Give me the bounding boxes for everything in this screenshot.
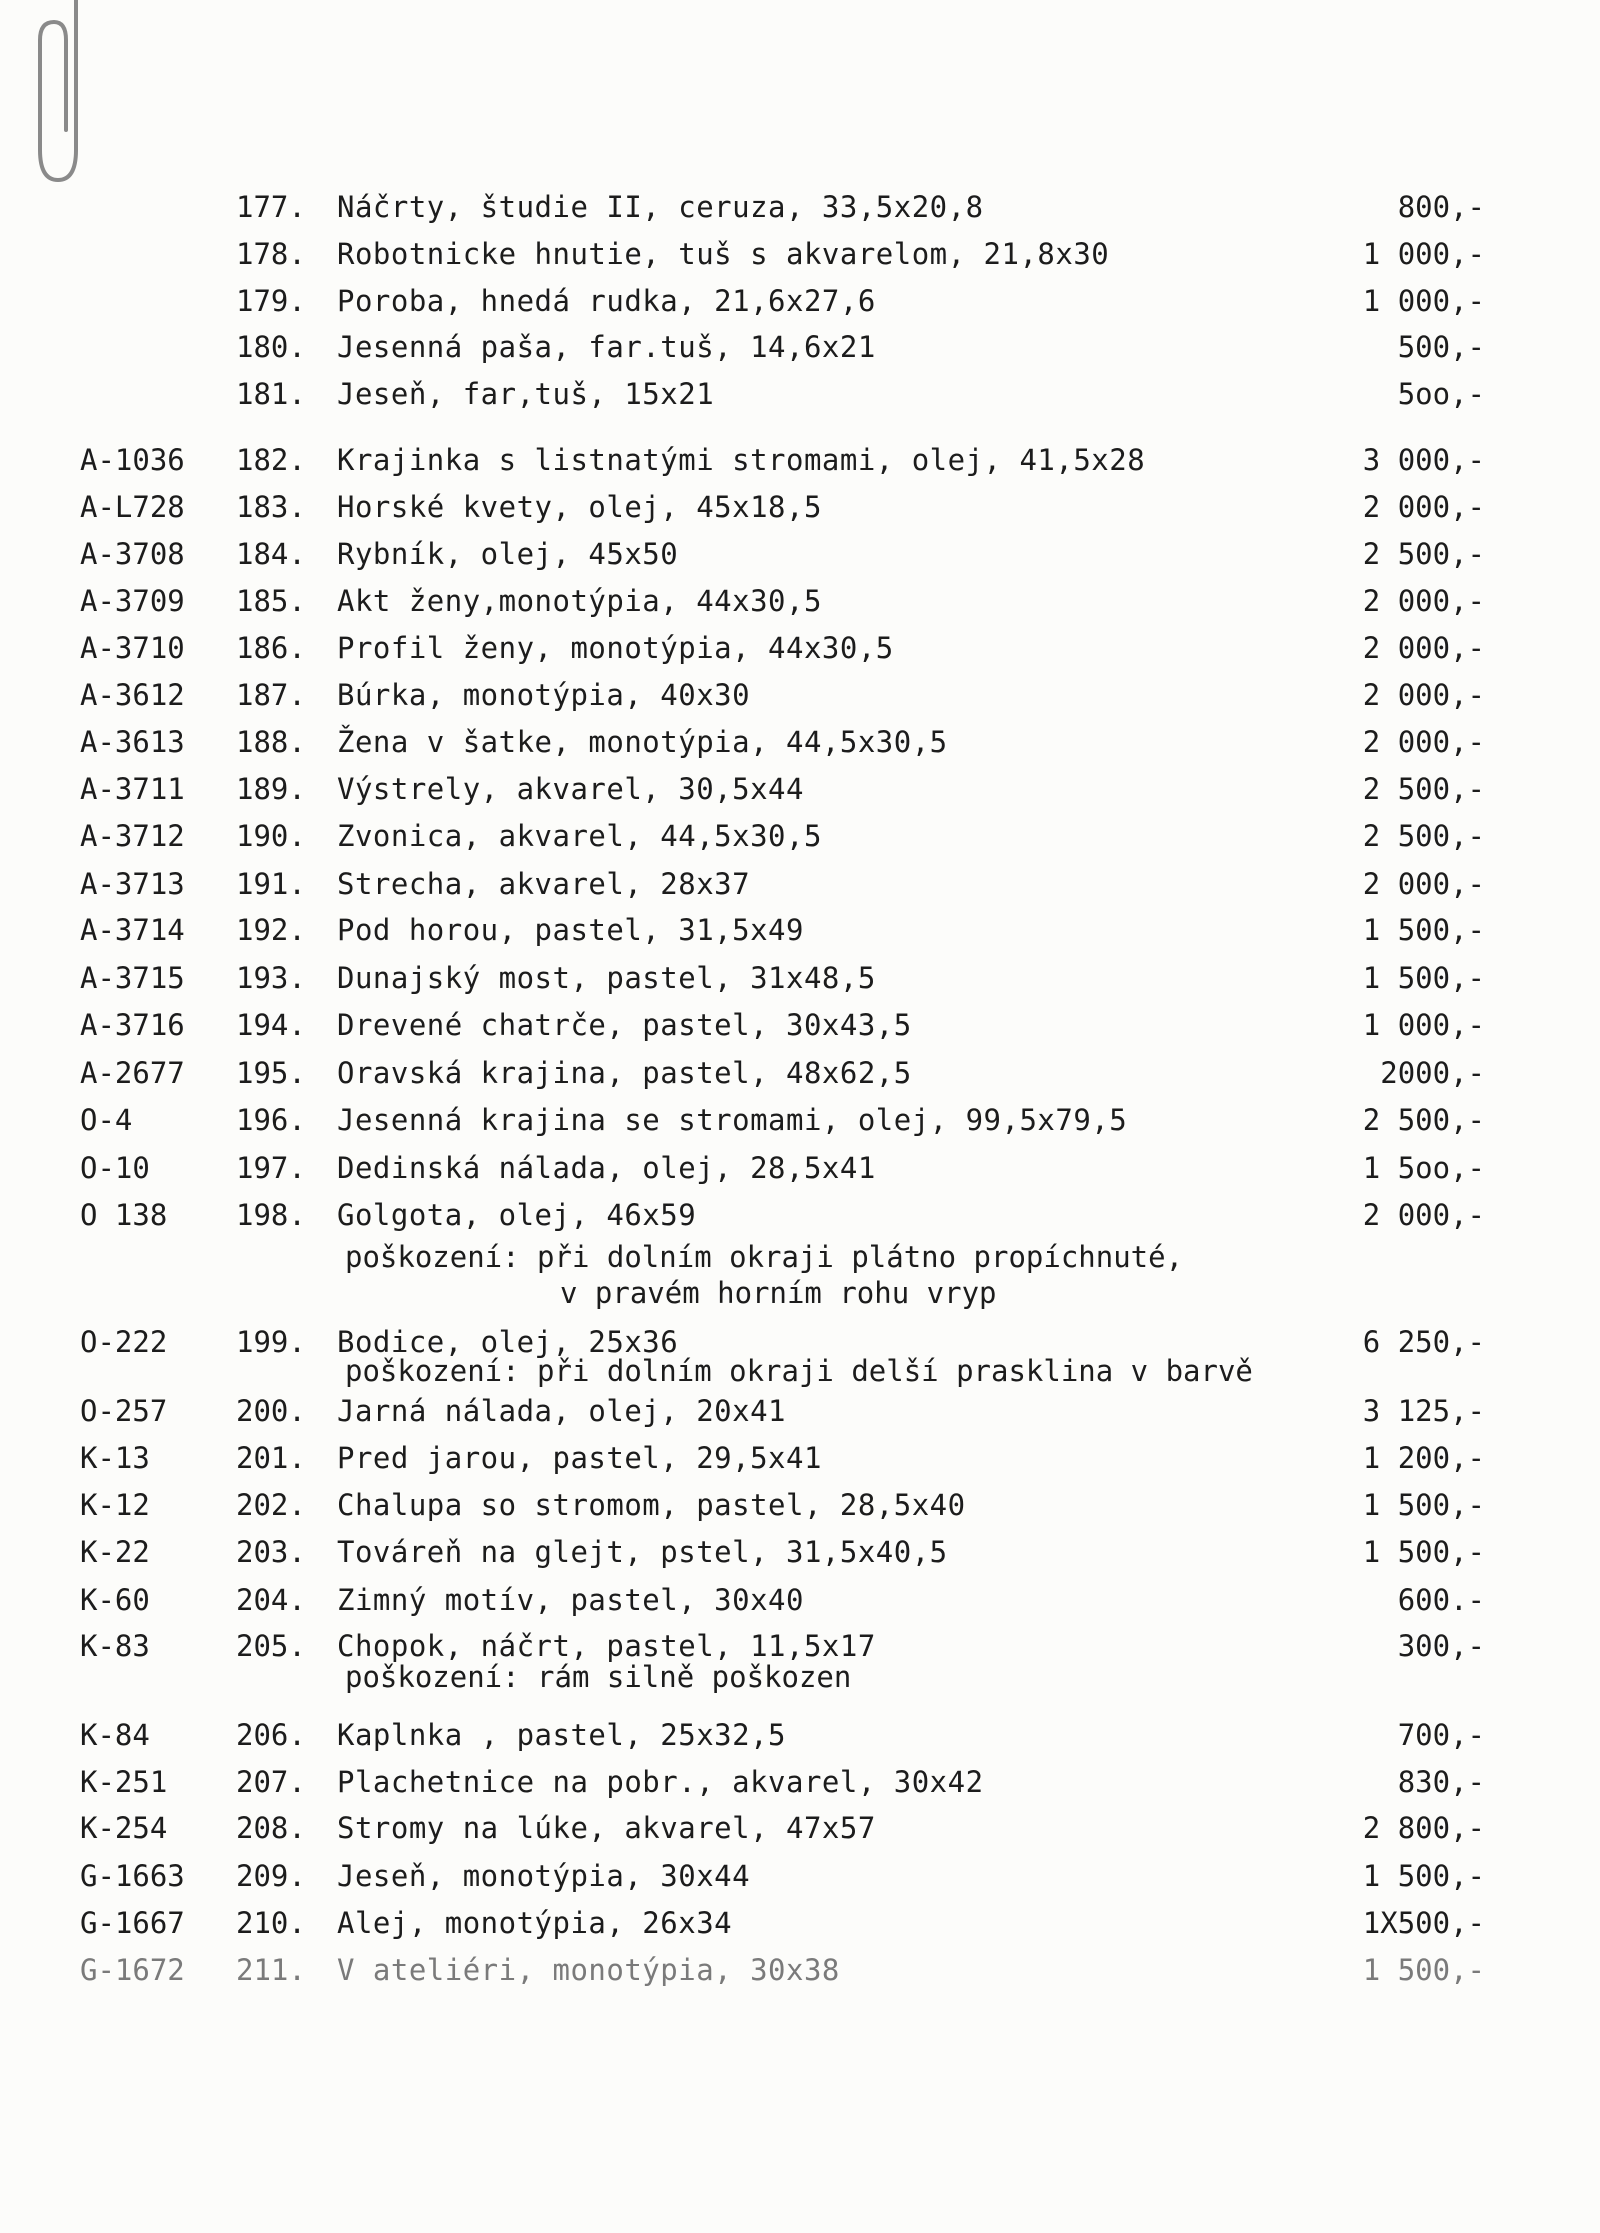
entry-price: 1 200,-	[1362, 1441, 1485, 1475]
inventory-number: A-3710	[80, 631, 185, 665]
entry-number: 197.	[236, 1151, 306, 1185]
entry-description: Búrka, monotýpia, 40x30	[337, 678, 751, 712]
damage-note: poškození: při dolním okraji delší prasklina v barvě	[345, 1354, 1253, 1388]
entry-number: 211.	[236, 1953, 306, 1987]
entry-number: 195.	[236, 1056, 306, 1090]
catalogue-entry	[0, 862, 1600, 906]
catalogue-entry	[0, 626, 1600, 670]
inventory-number: G-1663	[80, 1859, 185, 1893]
entry-number: 194.	[236, 1008, 306, 1042]
entry-price: 2 000,-	[1362, 725, 1485, 759]
inventory-number: K-251	[80, 1765, 168, 1799]
inventory-number: K-12	[80, 1488, 150, 1522]
entry-number: 209.	[236, 1859, 306, 1893]
entry-price: 2 500,-	[1362, 537, 1485, 571]
entry-number: 193.	[236, 961, 306, 995]
entry-price: 2 500,-	[1362, 819, 1485, 853]
entry-number: 200.	[236, 1394, 306, 1428]
entry-price: 830,-	[1397, 1765, 1485, 1799]
entry-description: V ateliéri, monotýpia, 30x38	[337, 1953, 840, 1987]
inventory-number: O-10	[80, 1151, 150, 1185]
catalogue-entry	[0, 1578, 1600, 1622]
inventory-number: A-3713	[80, 867, 185, 901]
entry-description: Výstrely, akvarel, 30,5x44	[337, 772, 804, 806]
entry-description: Rybník, olej, 45x50	[337, 537, 679, 571]
entry-number: 207.	[236, 1765, 306, 1799]
entry-description: Jarná nálada, olej, 20x41	[337, 1394, 786, 1428]
damage-note: poškození: rám silně poškozen	[345, 1660, 852, 1694]
catalogue-entry	[0, 1003, 1600, 1047]
inventory-number: A-3708	[80, 537, 185, 571]
entry-number: 201.	[236, 1441, 306, 1475]
entry-price: 1 500,-	[1362, 961, 1485, 995]
entry-price: 500,-	[1397, 330, 1485, 364]
inventory-number: K-22	[80, 1535, 150, 1569]
inventory-number: O-222	[80, 1325, 168, 1359]
catalogue-entry	[0, 1948, 1600, 1992]
entry-number: 202.	[236, 1488, 306, 1522]
entry-number: 191.	[236, 867, 306, 901]
entry-number: 184.	[236, 537, 306, 571]
entry-description: Pred jarou, pastel, 29,5x41	[337, 1441, 822, 1475]
entry-number: 208.	[236, 1811, 306, 1845]
inventory-number: K-254	[80, 1811, 168, 1845]
inventory-number: O-257	[80, 1394, 168, 1428]
entry-number: 210.	[236, 1906, 306, 1940]
entry-price: 2 500,-	[1362, 772, 1485, 806]
entry-number: 177.	[236, 190, 306, 224]
catalogue-entry	[0, 438, 1600, 482]
inventory-number: O 138	[80, 1198, 168, 1232]
entry-price: 3 000,-	[1362, 443, 1485, 477]
entry-price: 6 250,-	[1362, 1325, 1485, 1359]
entry-number: 204.	[236, 1583, 306, 1617]
catalogue-entry	[0, 1901, 1600, 1945]
entry-description: Chopok, náčrt, pastel, 11,5x17	[337, 1629, 876, 1663]
entry-description: Alej, monotýpia, 26x34	[337, 1906, 733, 1940]
entry-description: Stromy na lúke, akvarel, 47x57	[337, 1811, 876, 1845]
entry-price: 1 500,-	[1362, 1488, 1485, 1522]
entry-number: 190.	[236, 819, 306, 853]
entry-number: 182.	[236, 443, 306, 477]
entry-number: 181.	[236, 377, 306, 411]
entry-price: 1 500,-	[1362, 1859, 1485, 1893]
entry-price: 1 000,-	[1362, 1008, 1485, 1042]
entry-description: Horské kvety, olej, 45x18,5	[337, 490, 822, 524]
entry-description: Golgota, olej, 46x59	[337, 1198, 697, 1232]
inventory-number: A-3612	[80, 678, 185, 712]
entry-description: Drevené chatrče, pastel, 30x43,5	[337, 1008, 912, 1042]
damage-note-continued: v pravém horním rohu vryp	[560, 1276, 997, 1310]
catalogue-entry	[0, 956, 1600, 1000]
entry-number: 199.	[236, 1325, 306, 1359]
entry-price: 1 500,-	[1362, 1535, 1485, 1569]
entry-number: 179.	[236, 284, 306, 318]
catalogue-entry	[0, 1483, 1600, 1527]
entry-number: 196.	[236, 1103, 306, 1137]
catalogue-entry	[0, 673, 1600, 717]
entry-number: 185.	[236, 584, 306, 618]
inventory-number: O-4	[80, 1103, 133, 1137]
entry-price: 2 000,-	[1362, 631, 1485, 665]
inventory-number: A-3712	[80, 819, 185, 853]
entry-number: 178.	[236, 237, 306, 271]
entry-number: 203.	[236, 1535, 306, 1569]
inventory-number: A-3709	[80, 584, 185, 618]
entry-description: Jesenná paša, far.tuš, 14,6x21	[337, 330, 876, 364]
inventory-number: G-1667	[80, 1906, 185, 1940]
inventory-number: G-1672	[80, 1953, 185, 1987]
entry-number: 187.	[236, 678, 306, 712]
entry-description: Jeseň, far,tuš, 15x21	[337, 377, 715, 411]
inventory-number: K-84	[80, 1718, 150, 1752]
entry-description: Chalupa so stromom, pastel, 28,5x40	[337, 1488, 966, 1522]
catalogue-entry	[0, 1854, 1600, 1898]
entry-number: 189.	[236, 772, 306, 806]
entry-description: Poroba, hnedá rudka, 21,6x27,6	[337, 284, 876, 318]
entry-price: 600.-	[1397, 1583, 1485, 1617]
entry-price: 2000,-	[1380, 1056, 1485, 1090]
catalogue-entry	[0, 185, 1600, 229]
entry-description: Dedinská nálada, olej, 28,5x41	[337, 1151, 876, 1185]
entry-description: Strecha, akvarel, 28x37	[337, 867, 751, 901]
entry-description: Náčrty, študie II, ceruza, 33,5x20,8	[337, 190, 984, 224]
entry-number: 188.	[236, 725, 306, 759]
inventory-number: A-3613	[80, 725, 185, 759]
entry-number: 192.	[236, 913, 306, 947]
catalogue-entry	[0, 767, 1600, 811]
entry-price: 2 000,-	[1362, 490, 1485, 524]
entry-price: 1 5oo,-	[1362, 1151, 1485, 1185]
catalogue-entry	[0, 1760, 1600, 1804]
entry-price: 1X500,-	[1362, 1906, 1485, 1940]
catalogue-entry	[0, 720, 1600, 764]
inventory-number: K-13	[80, 1441, 150, 1475]
entry-price: 2 000,-	[1362, 867, 1485, 901]
entry-description: Továreň na glejt, pstel, 31,5x40,5	[337, 1535, 948, 1569]
catalogue-entry	[0, 1098, 1600, 1142]
catalogue-entry	[0, 1193, 1600, 1237]
entry-price: 300,-	[1397, 1629, 1485, 1663]
entry-price: 1 000,-	[1362, 237, 1485, 271]
entry-number: 180.	[236, 330, 306, 364]
entry-description: Akt ženy,monotýpia, 44x30,5	[337, 584, 822, 618]
catalogue-entry	[0, 1389, 1600, 1433]
inventory-number: A-3715	[80, 961, 185, 995]
catalogue-entry	[0, 279, 1600, 323]
entry-number: 198.	[236, 1198, 306, 1232]
catalogue-entry	[0, 532, 1600, 576]
entry-description: Pod horou, pastel, 31,5x49	[337, 913, 804, 947]
entry-price: 5oo,-	[1397, 377, 1485, 411]
entry-price: 2 000,-	[1362, 584, 1485, 618]
catalogue-entry	[0, 232, 1600, 276]
entry-price: 3 125,-	[1362, 1394, 1485, 1428]
catalogue-entry	[0, 579, 1600, 623]
entry-price: 700,-	[1397, 1718, 1485, 1752]
inventory-number: A-1036	[80, 443, 185, 477]
catalogue-entry	[0, 814, 1600, 858]
entry-price: 1 500,-	[1362, 1953, 1485, 1987]
inventory-number: K-83	[80, 1629, 150, 1663]
entry-description: Robotnicke hnutie, tuš s akvarelom, 21,8x30	[337, 237, 1110, 271]
entry-description: Profil ženy, monotýpia, 44x30,5	[337, 631, 894, 665]
entry-description: Plachetnice na pobr., akvarel, 30x42	[337, 1765, 984, 1799]
entry-price: 2 500,-	[1362, 1103, 1485, 1137]
catalogue-entry	[0, 372, 1600, 416]
catalogue-entry	[0, 485, 1600, 529]
inventory-number: A-3711	[80, 772, 185, 806]
entry-description: Jesenná krajina se stromami, olej, 99,5x79,5	[337, 1103, 1128, 1137]
inventory-number: K-60	[80, 1583, 150, 1617]
catalogue-entry	[0, 1051, 1600, 1095]
inventory-number: A-3714	[80, 913, 185, 947]
entry-description: Zimný motív, pastel, 30x40	[337, 1583, 804, 1617]
entry-price: 2 000,-	[1362, 1198, 1485, 1232]
entry-number: 183.	[236, 490, 306, 524]
entry-description: Oravská krajina, pastel, 48x62,5	[337, 1056, 912, 1090]
entry-description: Žena v šatke, monotýpia, 44,5x30,5	[337, 725, 948, 759]
entry-price: 2 000,-	[1362, 678, 1485, 712]
entry-price: 1 000,-	[1362, 284, 1485, 318]
catalogue-entry	[0, 1146, 1600, 1190]
inventory-number: A-2677	[80, 1056, 185, 1090]
entry-description: Jeseň, monotýpia, 30x44	[337, 1859, 751, 1893]
entry-description: Kaplnka , pastel, 25x32,5	[337, 1718, 786, 1752]
damage-note: poškození: při dolním okraji plátno propíchnuté,	[345, 1240, 1184, 1274]
catalogue-entry	[0, 908, 1600, 952]
entry-description: Dunajský most, pastel, 31x48,5	[337, 961, 876, 995]
entry-number: 186.	[236, 631, 306, 665]
entry-price: 1 500,-	[1362, 913, 1485, 947]
entry-price: 2 800,-	[1362, 1811, 1485, 1845]
catalogue-entry	[0, 325, 1600, 369]
catalogue-entry	[0, 1436, 1600, 1480]
catalogue-entry	[0, 1806, 1600, 1850]
entry-description: Bodice, olej, 25x36	[337, 1325, 679, 1359]
inventory-number: A-3716	[80, 1008, 185, 1042]
entry-description: Zvonica, akvarel, 44,5x30,5	[337, 819, 822, 853]
entry-price: 800,-	[1397, 190, 1485, 224]
catalogue-entry	[0, 1713, 1600, 1757]
entry-number: 205.	[236, 1629, 306, 1663]
catalogue-entry	[0, 1530, 1600, 1574]
inventory-number: A-L728	[80, 490, 185, 524]
entry-description: Krajinka s listnatými stromami, olej, 41,5x28	[337, 443, 1146, 477]
entry-number: 206.	[236, 1718, 306, 1752]
